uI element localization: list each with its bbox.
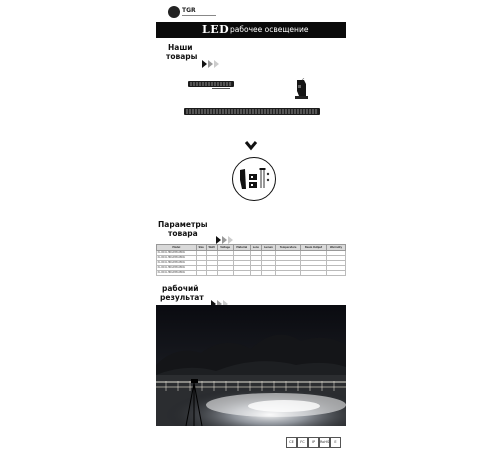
column-header: Beam Output xyxy=(301,245,327,251)
table-row xyxy=(157,270,346,275)
mount-bracket-icon xyxy=(294,78,310,100)
chevron-down-icon xyxy=(244,139,258,153)
chevron-right-icon xyxy=(208,60,213,68)
column-header: Lens xyxy=(250,245,261,251)
cert-e-mark-icon: E xyxy=(330,437,341,448)
params-heading xyxy=(158,220,207,238)
long-light-bar-image xyxy=(184,108,320,115)
column-header: Model xyxy=(157,245,197,251)
mounting-parts-icon xyxy=(233,158,275,200)
product-page xyxy=(156,0,346,450)
logo-text: TGR xyxy=(182,7,196,14)
products-heading-line1: Наши xyxy=(168,43,193,52)
params-heading-line1: Параметры xyxy=(158,220,208,229)
brand-logo[interactable] xyxy=(168,6,216,18)
result-heading-line1: рабочий xyxy=(162,284,199,293)
model-cell: XL-0041-HRGD5B-6BLW xyxy=(157,255,197,260)
column-header: Lumen xyxy=(261,245,275,251)
night-scene-image xyxy=(156,305,346,426)
result-heading-line2: результат xyxy=(160,293,204,302)
column-header: Temperature xyxy=(276,245,301,251)
chevron-right-icon xyxy=(228,236,233,244)
model-cell: XL-0041-HRGD5B-6BLW xyxy=(157,250,197,255)
short-light-bar-image xyxy=(188,81,234,87)
chevron-right-icon xyxy=(202,60,207,68)
logo-mark-icon xyxy=(168,6,180,18)
column-header: Voltage xyxy=(217,245,233,251)
column-header: Warranty xyxy=(326,245,345,251)
logo-underline xyxy=(182,15,216,16)
cert-rohs-icon: RoHS xyxy=(319,437,330,448)
products-chevrons xyxy=(202,53,220,72)
products-heading-line2: товары xyxy=(166,52,198,61)
column-header: Material xyxy=(233,245,250,251)
cert-ce-icon: CE xyxy=(286,437,297,448)
accessories-circle xyxy=(232,157,276,201)
column-header: Size xyxy=(196,245,206,251)
model-cell: XL-0041-HRGD5B-6BLW xyxy=(157,270,197,275)
title-banner xyxy=(156,22,346,38)
model-cell: XL-0041-HRGD5B-6BLW xyxy=(157,265,197,270)
result-heading xyxy=(160,284,204,302)
banner-subtitle: рабочее освещение xyxy=(230,25,309,34)
spec-table xyxy=(156,244,346,276)
products-heading xyxy=(166,43,197,61)
params-heading-line2: товара xyxy=(168,229,198,238)
chevron-right-icon xyxy=(222,236,227,244)
bar-cable xyxy=(212,88,230,89)
column-header: Watt xyxy=(206,245,217,251)
chevron-right-icon xyxy=(214,60,219,68)
model-cell: XL-0041-HRGD5B-6BLW xyxy=(157,260,197,265)
cert-fcc-icon: FC xyxy=(297,437,308,448)
banner-led-text: LED xyxy=(202,23,230,36)
cert-ip-icon: IP xyxy=(308,437,319,448)
chevron-right-icon xyxy=(216,236,221,244)
night-illumination-photo xyxy=(156,305,346,426)
